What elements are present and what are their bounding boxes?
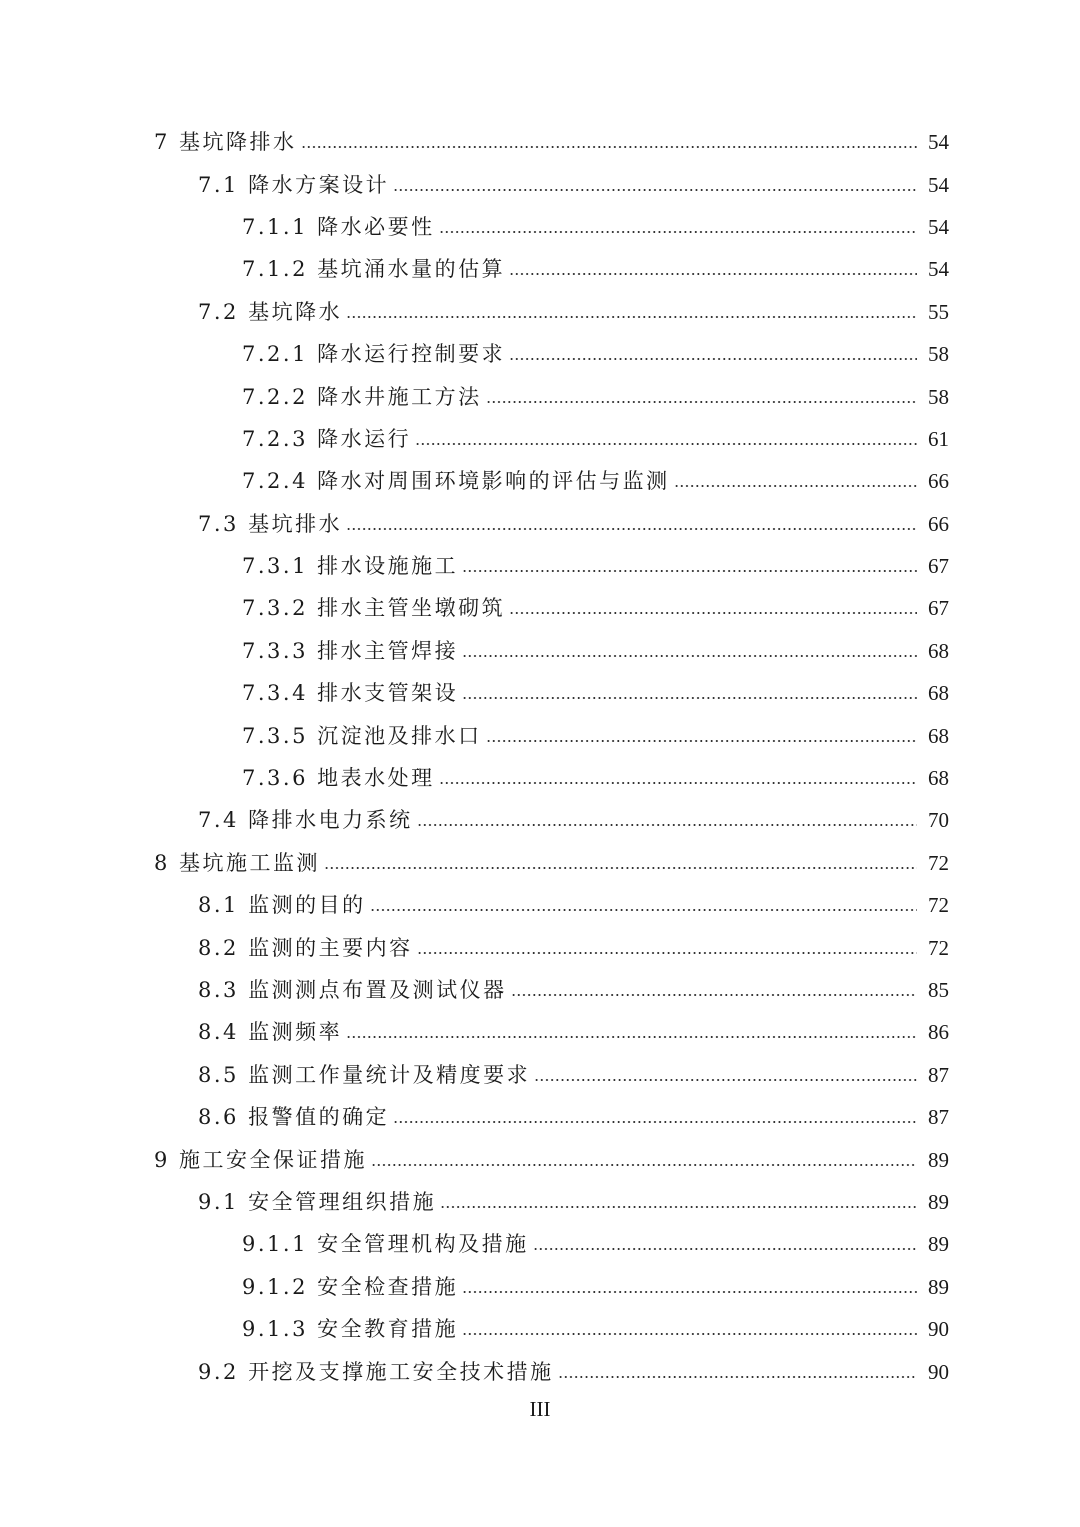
toc-entry-title: 7.1.1 降水必要性 (242, 214, 435, 239)
toc-dot-leader (509, 273, 917, 275)
toc-entry-page: 72 (928, 935, 949, 960)
toc-entry-title: 7.1.2 基坑涌水量的估算 (242, 257, 506, 282)
toc-entry[interactable] (0, 121, 1080, 163)
toc-entry-title: 9.1 安全管理组织措施 (198, 1189, 437, 1214)
toc-dot-leader (440, 1206, 917, 1208)
toc-entry[interactable] (0, 163, 1080, 205)
toc-entry-page: 54 (928, 257, 949, 282)
toc-entry-page: 66 (928, 511, 949, 536)
toc-entry[interactable] (0, 757, 1080, 799)
toc-dot-leader (509, 612, 917, 614)
toc-entry-title: 7.4 降排水电力系统 (198, 808, 413, 833)
toc-entry-page: 90 (928, 1317, 949, 1342)
toc-entry-page: 85 (928, 978, 949, 1002)
toc-entry-title: 7.3.4 排水支管架设 (242, 681, 459, 706)
toc-entry-page: 55 (928, 299, 949, 324)
toc-entry[interactable] (0, 969, 1080, 1011)
toc-entry-title: 8.6 报警值的确定 (198, 1105, 390, 1130)
toc-entry[interactable] (0, 460, 1080, 502)
toc-entry-title: 7.3.5 沉淀池及排水口 (242, 723, 482, 748)
toc-dot-leader (462, 1333, 917, 1335)
toc-dot-leader (558, 1376, 917, 1378)
toc-entry-page: 61 (928, 426, 949, 451)
toc-entry-title: 7.3.6 地表水处理 (242, 766, 435, 791)
toc-entry-title: 8.4 监测频率 (198, 1020, 343, 1045)
toc-entry-page: 66 (928, 469, 949, 494)
toc-entry[interactable] (0, 1308, 1080, 1350)
toc-dot-leader (486, 401, 917, 403)
toc-entry-title: 7.3.1 排水设施施工 (242, 554, 459, 579)
toc-dot-leader (486, 740, 917, 742)
toc-entry-page: 89 (928, 1274, 949, 1299)
toc-dot-leader (415, 443, 917, 445)
toc-entry[interactable] (0, 587, 1080, 629)
toc-entry-page: 87 (928, 1062, 949, 1087)
toc-entry-page: 58 (928, 384, 949, 409)
toc-entry-page: 54 (928, 214, 949, 239)
toc-entry-page: 54 (928, 172, 949, 197)
toc-dot-leader (462, 655, 917, 657)
toc-dot-leader (462, 570, 917, 572)
toc-dot-leader (462, 697, 917, 699)
toc-entry-page: 89 (928, 1232, 949, 1257)
toc-entry-page: 54 (928, 130, 949, 155)
toc-dot-leader (346, 528, 917, 530)
toc-dot-leader (417, 952, 917, 954)
toc-entry-title: 8.1 监测的目的 (198, 893, 366, 918)
toc-entry-title: 7.3.2 排水主管坐墩砌筑 (242, 596, 506, 621)
toc-entry[interactable] (0, 206, 1080, 248)
toc-entry[interactable] (0, 503, 1080, 545)
toc-entry[interactable] (0, 418, 1080, 460)
toc-entry-page: 58 (928, 342, 949, 367)
toc-entry-page: 86 (928, 1020, 949, 1045)
toc-entry[interactable] (0, 1266, 1080, 1308)
table-of-contents (0, 121, 1080, 1393)
toc-entry-title: 7.3.3 排水主管焊接 (242, 638, 459, 663)
toc-entry[interactable] (0, 291, 1080, 333)
toc-entry[interactable] (0, 672, 1080, 714)
toc-entry[interactable] (0, 333, 1080, 375)
toc-entry[interactable] (0, 1350, 1080, 1392)
toc-entry-title: 7.2.3 降水运行 (242, 426, 412, 451)
toc-entry-title: 7.2 基坑降水 (198, 299, 343, 324)
toc-entry-title: 7.2.4 降水对周围环境影响的评估与监测 (242, 469, 670, 494)
toc-entry[interactable] (0, 630, 1080, 672)
toc-dot-leader (534, 1079, 917, 1081)
toc-entry-title: 9.1.2 安全检查措施 (242, 1274, 459, 1299)
toc-dot-leader (533, 1248, 917, 1250)
toc-entry-page: 68 (928, 766, 949, 791)
toc-entry-page: 67 (928, 554, 949, 579)
toc-dot-leader (417, 824, 917, 826)
toc-dot-leader (393, 1121, 917, 1123)
toc-dot-leader (462, 1291, 917, 1293)
toc-entry-title: 7.2.2 降水井施工方法 (242, 384, 482, 409)
toc-entry-title: 8 基坑施工监测 (154, 850, 321, 875)
toc-entry[interactable] (0, 1181, 1080, 1223)
page-number: III (529, 1397, 551, 1421)
toc-dot-leader (439, 231, 917, 233)
toc-dot-leader (370, 909, 917, 911)
toc-entry[interactable] (0, 1011, 1080, 1053)
toc-entry-page: 89 (928, 1189, 949, 1214)
toc-entry-title: 9.2 开挖及支撑施工安全技术措施 (198, 1359, 554, 1384)
toc-entry-page: 87 (928, 1105, 949, 1130)
toc-dot-leader (324, 867, 917, 869)
toc-dot-leader (346, 1036, 917, 1038)
toc-entry[interactable] (0, 842, 1080, 884)
toc-entry-page: 67 (928, 596, 949, 621)
toc-entry-title: 8.2 监测的主要内容 (198, 935, 413, 960)
toc-entry[interactable] (0, 1138, 1080, 1180)
toc-entry[interactable] (0, 1223, 1080, 1265)
toc-entry-title: 9.1.1 安全管理机构及措施 (242, 1232, 529, 1257)
toc-entry-title: 9 施工安全保证措施 (154, 1147, 368, 1172)
toc-entry-title: 8.3 监测测点布置及测试仪器 (198, 978, 507, 1002)
toc-dot-leader (346, 316, 917, 318)
toc-entry-page: 68 (928, 681, 949, 706)
toc-entry[interactable] (0, 248, 1080, 290)
toc-entry[interactable] (0, 545, 1080, 587)
toc-entry-page: 70 (928, 808, 949, 833)
toc-entry-title: 7.3 基坑排水 (198, 511, 343, 536)
toc-entry-title: 9.1.3 安全教育措施 (242, 1317, 459, 1342)
toc-entry-page: 90 (928, 1359, 949, 1384)
toc-entry[interactable] (0, 1096, 1080, 1138)
toc-entry-page: 89 (928, 1147, 949, 1172)
toc-entry[interactable] (0, 926, 1080, 968)
toc-entry[interactable] (0, 799, 1080, 841)
toc-entry-page: 72 (928, 850, 949, 875)
toc-entry-title: 7.2.1 降水运行控制要求 (242, 342, 506, 367)
toc-entry[interactable] (0, 714, 1080, 756)
toc-dot-leader (511, 994, 917, 996)
toc-dot-leader (371, 1164, 917, 1166)
toc-dot-leader (509, 358, 917, 360)
toc-entry-title: 7.1 降水方案设计 (198, 172, 390, 197)
toc-dot-leader (393, 189, 917, 191)
toc-entry[interactable] (0, 1054, 1080, 1096)
toc-entry-page: 72 (928, 893, 949, 918)
toc-dot-leader (439, 782, 917, 784)
toc-entry-title: 8.5 监测工作量统计及精度要求 (198, 1062, 531, 1087)
toc-entry-page: 68 (928, 723, 949, 748)
toc-entry-page: 68 (928, 638, 949, 663)
toc-entry[interactable] (0, 884, 1080, 926)
toc-entry-title: 7 基坑降排水 (154, 130, 297, 155)
toc-entry[interactable] (0, 375, 1080, 417)
toc-dot-leader (674, 485, 917, 487)
toc-dot-leader (301, 146, 917, 148)
